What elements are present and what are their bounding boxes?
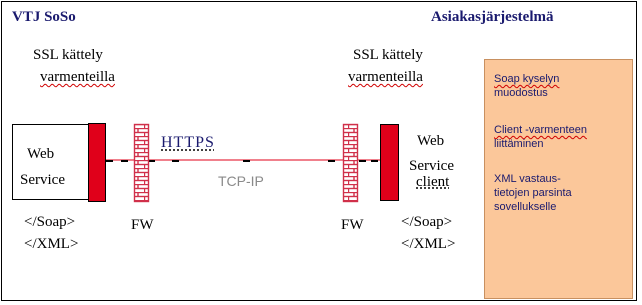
client-system-title: Asiakasjärjestelmä [431,9,554,25]
web-service-label-line-1: Web [27,146,55,162]
https-label: HTTPS [161,134,215,151]
web-service-label-line-2: Service [20,172,65,188]
web-service-client-label-line-2: Service [409,158,454,174]
task-3-line-2: tietojen parsinta [494,187,572,199]
task-2-line-2: liittäminen [494,138,544,150]
right-soap-format-label: </Soap> [401,214,453,230]
left-ssl-certificates-label: varmenteilla [40,69,115,85]
tcp-ip-label: TCP-IP [218,173,264,189]
left-soap-format-label: </Soap> [24,214,76,230]
left-firewall-label: FW [131,217,154,233]
right-xml-format-label: </XML> [401,236,456,252]
right-ssl-certificates-label: varmenteilla [348,69,423,85]
web-service-client-label-line-1: Web [417,133,445,149]
left-ssl-handshake-label: SSL kättely [33,47,103,63]
right-ssl-handshake-label: SSL kättely [353,47,423,63]
vtj-soso-title: VTJ SoSo [12,9,76,25]
right-firewall-label: FW [341,217,364,233]
task-2-line-1: Client -varmenteen [494,124,587,136]
task-3-line-3: sovellukselle [494,201,557,213]
web-service-client-label-line-3: client [416,174,450,190]
left-xml-format-label: </XML> [24,236,79,252]
right-firewall-icon [344,125,358,202]
left-firewall-icon [135,125,149,202]
task-1-line-2: muodostus [494,87,548,99]
task-3-line-1: XML vastaus- [494,173,561,185]
task-1-line-1: Soap kyselyn [494,73,560,85]
